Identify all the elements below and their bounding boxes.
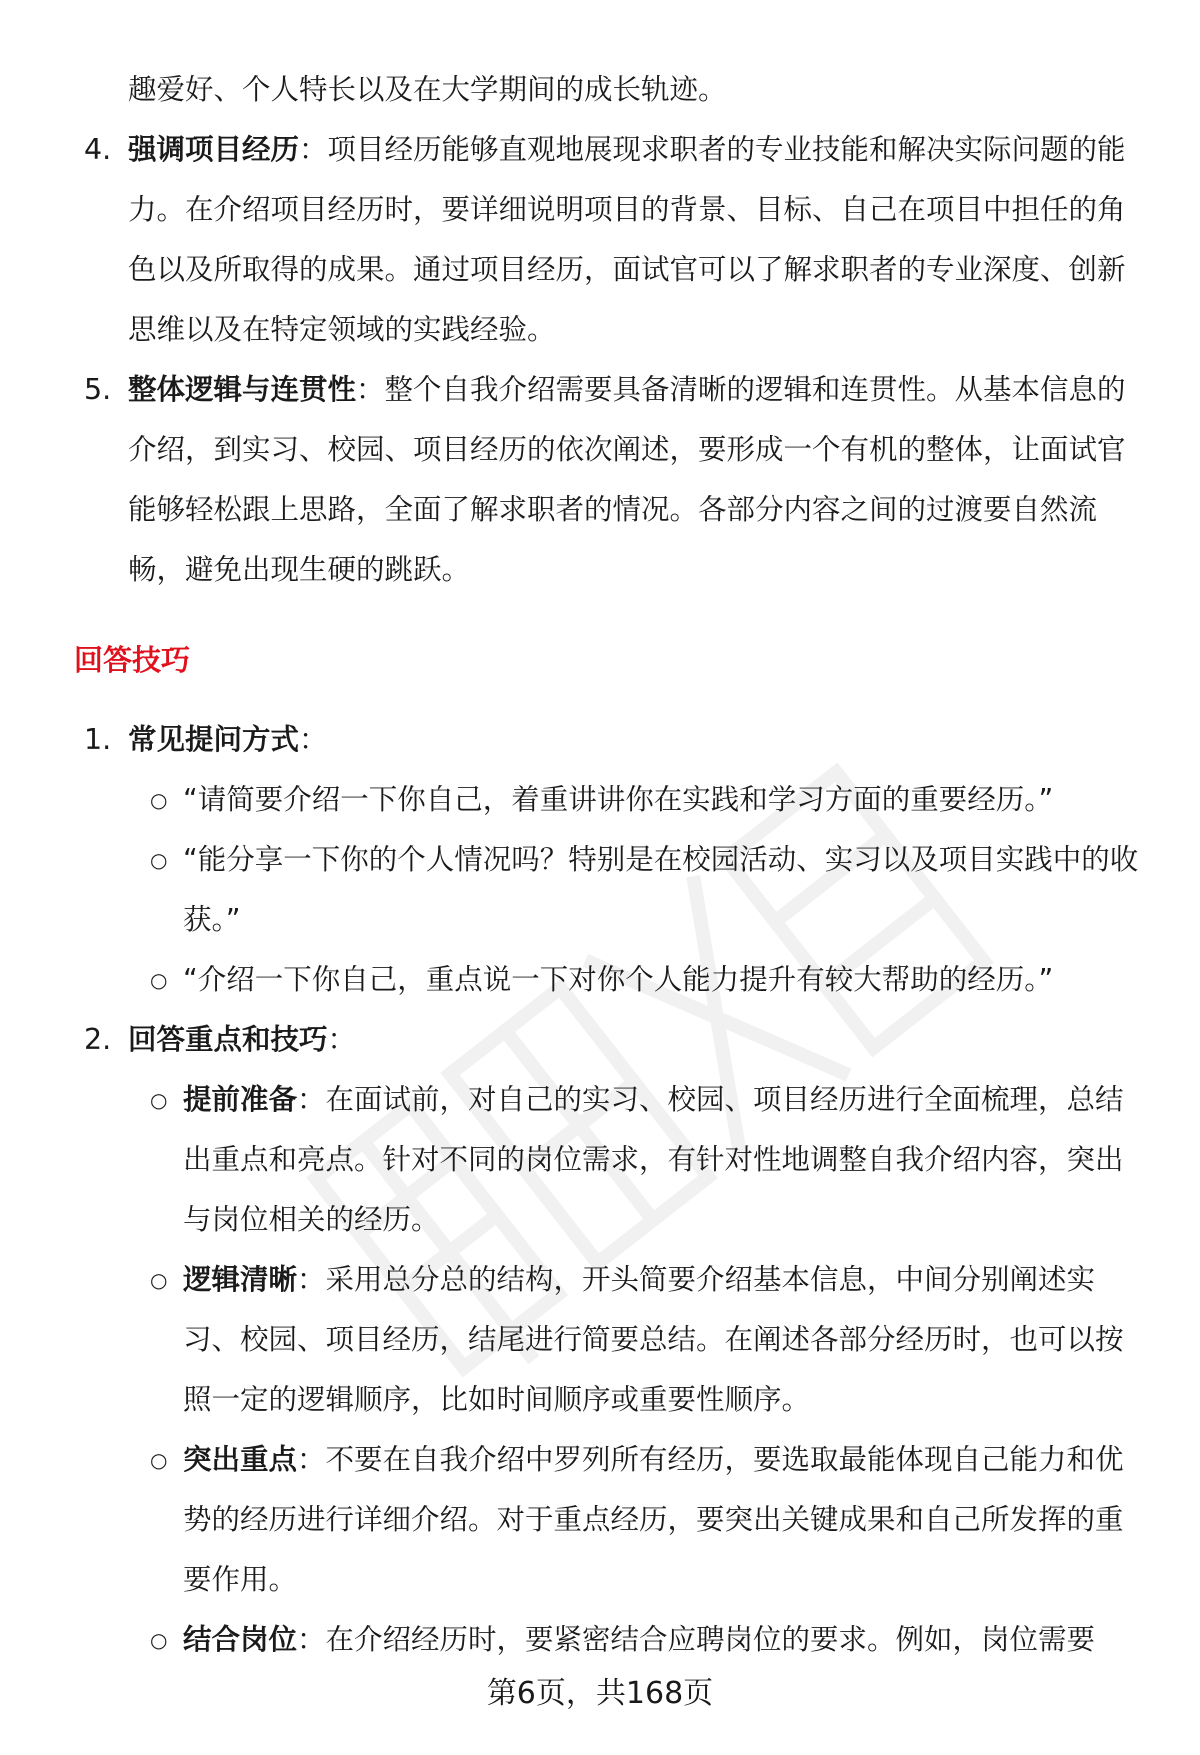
item-body: ：项目经历能够直观地展现求职者的专业技能和解决实际问题的能力。在介绍项目经历时，要详细说明项目的背景、目标、自己在项目中担任的角色以及所取得的成果。通过项目经历，面试官可以了解求职者的专业深度、创新思维以及在特定领域的实践经验。 [128,133,1126,346]
list-item-4 [0,120,1200,360]
section-item-1 [0,710,1200,770]
sub-item-text: “介绍一下你自己，重点说一下对你个人能力提升有较大帮助的经历。” [183,963,1054,996]
sub-item [0,1070,1200,1250]
section-heading: 回答技巧 [74,643,191,677]
list-item-text [128,1010,1143,1070]
sub-item-text [183,1430,1143,1610]
circle-bullet-icon: ○ [150,1448,168,1472]
document-body [0,60,1200,1670]
sub-item-text [183,1070,1143,1250]
circle-bullet-icon: ○ [150,1088,168,1112]
sub-item [0,1610,1200,1670]
list-number: 1. [84,723,112,756]
sub-item-body: ：在面试前，对自己的实习、校园、项目经历进行全面梳理，总结出重点和亮点。针对不同的岗位需求，有针对性地调整自我介绍内容，突出与岗位相关的经历。 [183,1083,1124,1236]
list-number: 5. [84,373,112,406]
sub-item-title: 结合岗位 [183,1623,298,1656]
list-item-text [128,360,1143,600]
sub-item-title: 逻辑清晰 [183,1263,298,1296]
circle-bullet-icon: ○ [150,788,168,812]
sub-item [0,830,1200,950]
circle-bullet-icon: ○ [150,968,168,992]
item-suffix: ： [327,1023,357,1056]
circle-bullet-icon: ○ [150,1628,168,1652]
sub-item-text [183,1610,1143,1670]
item-body: ：整个自我介绍需要具备清晰的逻辑和连贯性。从基本信息的介绍，到实习、校园、项目经历的依次阐述，要形成一个有机的整体，让面试官能够轻松跟上思路，全面了解求职者的情况。各部分内容之间的过渡要自然流畅，避免出现生硬的跳跃。 [128,373,1126,586]
sub-item-text: “请简要介绍一下你自己，着重讲讲你在实践和学习方面的重要经历。” [183,783,1054,816]
circle-bullet-icon: ○ [150,1268,168,1292]
list-number: 2. [84,1023,112,1056]
item-title: 强调项目经历 [128,133,300,166]
sub-item-title: 提前准备 [183,1083,298,1116]
sub-item [0,950,1200,1010]
circle-bullet-icon: ○ [150,848,168,872]
continued-text: 趣爱好、个人特长以及在大学期间的成长轨迹。 [128,73,727,106]
sub-item-body: ：采用总分总的结构，开头简要介绍基本信息，中间分别阐述实习、校园、项目经历，结尾进行简要总结。在阐述各部分经历时，也可以按照一定的逻辑顺序，比如时间顺序或重要性顺序。 [183,1263,1124,1416]
sub-item-title: 突出重点 [183,1443,298,1476]
item-suffix: ： [299,723,328,756]
list-item-5 [0,360,1200,600]
list-item-text [128,120,1143,360]
item-title: 整体逻辑与连贯性 [128,373,357,406]
item-title: 常见提问方式 [128,723,300,756]
sub-item-text: “能分享一下你的个人情况吗？特别是在校园活动、实习以及项目实践中的收获。” [183,843,1139,936]
sub-item [0,1250,1200,1430]
page-number-footer: 第6页，共168页 [486,1676,714,1711]
sub-item [0,1430,1200,1610]
sub-item-body: ：不要在自我介绍中罗列所有经历，要选取最能体现自己能力和优势的经历进行详细介绍。对于重点经历，要突出关键成果和自己所发挥的重要作用。 [183,1443,1124,1596]
sub-item-text [183,1250,1143,1430]
list-item-text [128,710,1143,770]
sub-item [0,770,1200,830]
item-title: 回答重点和技巧 [128,1023,328,1056]
section-item-2 [0,1010,1200,1070]
list-number: 4. [84,133,112,166]
sub-item-body: ：在介绍经历时，要紧密结合应聘岗位的要求。例如，岗位需要 [297,1623,1096,1656]
continued-paragraph [0,60,1200,120]
